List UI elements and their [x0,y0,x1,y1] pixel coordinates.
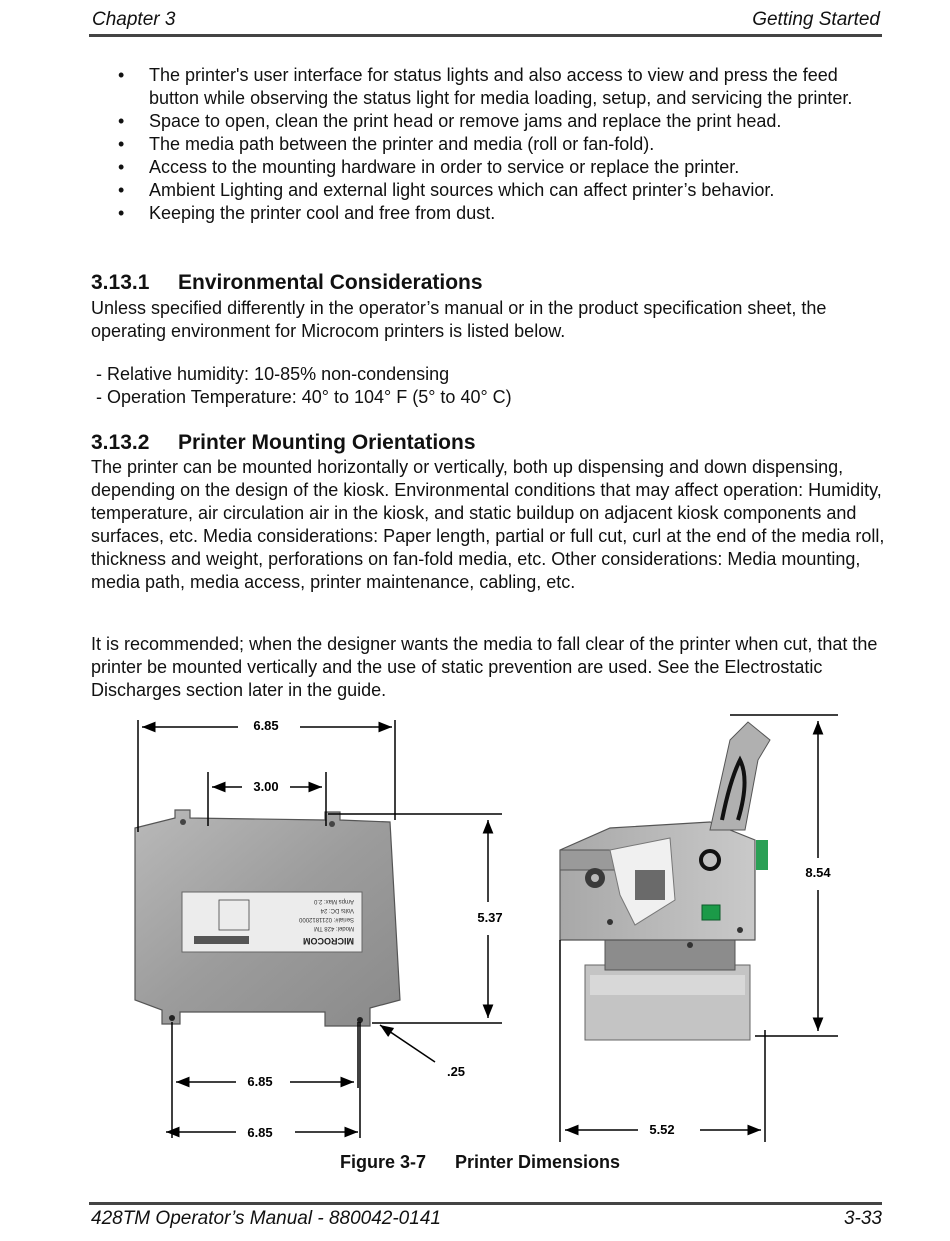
list-item: • The printer's user interface for status lights and also access to view and press the feed button while observing the status light for media loading, setup, and servicing the printer. [118,65,853,108]
section-number: 3.13.1 [91,271,150,294]
bullet-icon: • [118,134,125,154]
figure-number: Figure 3-7 [340,1152,427,1172]
mounting-paragraph: The printer can be mounted horizontally or vertically, both up dispensing and down dispensing, depending on the design of the kiosk. Environmental conditions that may affect operation: Humidity, temperature, air circulation air in the kiosk, and static buildup on adjacent kiosk components and surfaces, etc. Media considerations: Paper length, partial or full cut, curl at the end of the media roll, thickness and weight, perforations on fan-fold media, etc. Other considerations: Media mounting, media path, media access, printer maintenance, cabling, etc. [91,457,885,592]
dim-height: 5.37 [477,910,503,925]
dim-top-width: 6.85 [253,718,279,733]
figure-title: Printer Dimensions [455,1152,621,1172]
bullet-icon: • [118,180,125,200]
bullet-icon: • [118,157,125,177]
label-serial: Serial#: 0211812000 [299,916,354,922]
humidity-spec: - Relative humidity: 10-85% non-condensing [96,364,450,384]
section-number: 3.13.2 [91,431,150,454]
printer-dimensions-figure [90,700,860,1150]
label-model: Model: 428 TM [314,925,354,931]
dim-bottom-width-2: 6.85 [247,1125,273,1140]
dim-side-height: 8.54 [805,865,831,880]
list-item: • Ambient Lighting and external light sources which can affect printer’s behavior. [118,180,775,200]
environment-specs [96,363,896,409]
dim-tab-spacing: 3.00 [253,779,279,794]
footer-page-number: 3-33 [843,1208,882,1229]
figure-caption [340,1152,620,1173]
requirements-list [118,64,868,225]
dim-side-width: 5.52 [649,1122,675,1137]
label-brand: MICROCOM [303,936,354,946]
bottom-view-photo [135,810,400,1026]
header-rule [89,34,882,37]
list-item: • Access to the mounting hardware in order to service or replace the printer. [118,157,740,177]
header-section: Getting Started [752,9,880,30]
section-heading-environmental [91,270,483,296]
environment-paragraph: Unless specified differently in the operator’s manual or in the product specification sheet, the operating environment for Microcom printers is listed below. [91,298,827,341]
footer-rule [89,1202,882,1205]
side-view-photo [560,722,770,1040]
bullet-icon: • [118,65,125,85]
list-item: • Keeping the printer cool and free from dust. [118,203,496,223]
bullet-icon: • [118,111,125,131]
dim-bottom-width-1: 6.85 [247,1074,273,1089]
section-title: Environmental Considerations [178,271,483,294]
temperature-spec: - Operation Temperature: 40° to 104° F (5° to 40° C) [96,387,512,407]
bullet-icon: • [118,203,125,223]
section-heading-mounting [91,430,476,456]
label-amps: Amps Max: 2.0 [313,898,354,904]
header-chapter: Chapter 3 [92,9,176,30]
section-title: Printer Mounting Orientations [178,431,476,454]
list-item: • Space to open, clean the print head or remove jams and replace the print head. [118,111,782,131]
list-item: • The media path between the printer and media (roll or fan-fold). [118,134,655,154]
label-volts: Volts DC: 24 [320,907,354,913]
recommendation-paragraph: It is recommended; when the designer wants the media to fall clear of the printer when cut, that the printer be mounted vertically and the use of static prevention are used. See the Electrostatic Discharges section later in the guide. [91,634,878,700]
dim-hole: .25 [446,1064,466,1079]
footer-manual-title: 428TM Operator’s Manual - 880042-0141 [91,1208,441,1229]
